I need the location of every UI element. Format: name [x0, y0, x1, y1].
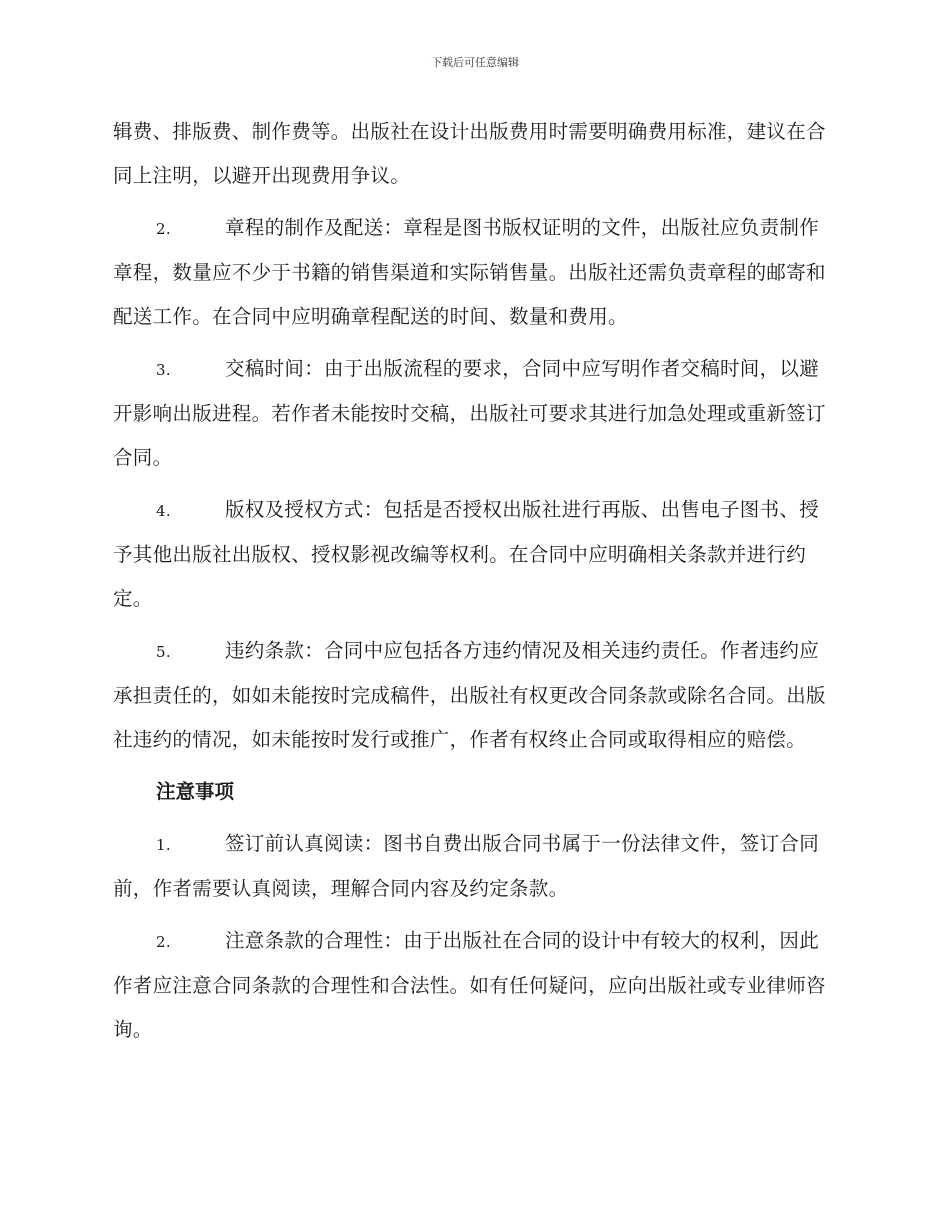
paragraph-continuation: 辑费、排版费、制作费等。出版社在设计出版费用时需要明确费用标准，建议在合同上注明，以避开出现费用争议。	[113, 120, 826, 187]
list-item-5	[113, 629, 833, 762]
section-heading: 注意事项	[156, 780, 235, 803]
list-item-text: 版权及授权方式：包括是否授权出版社进行再版、出售电子图书、授予其他出版社出版权、授权影视改编等权利。在合同中应明确相关条款并进行约定。	[113, 498, 820, 610]
list-item-2	[113, 206, 833, 339]
list-number: 1.	[156, 836, 171, 854]
list-number: 4.	[156, 502, 171, 520]
list-number: 5.	[156, 643, 171, 661]
list-number: 2.	[156, 220, 171, 238]
notice-item-1	[113, 822, 833, 911]
list-item-3	[113, 347, 833, 480]
list-item-text: 签订前认真阅读：图书自费出版合同书属于一份法律文件，签订合同前，作者需要认真阅读，理解合同内容及约定条款。	[113, 832, 820, 900]
list-item-text: 注意条款的合理性：由于出版社在合同的设计中有较大的权利，因此作者应注意合同条款的合理性和合法性。如有任何疑问，应向出版社或专业律师咨询。	[113, 929, 826, 1041]
header-note: 下载后可任意编辑	[431, 56, 519, 69]
list-item-text: 交稿时间：由于出版流程的要求，合同中应写明作者交稿时间，以避开影响出版进程。若作者未能按时交稿，出版社可要求其进行加急处理或重新签订合同。	[113, 357, 826, 469]
list-item-text: 违约条款：合同中应包括各方违约情况及相关违约责任。作者违约应承担责任的，如如未能按时完成稿件，出版社有权更改合同条款或除名合同。出版社违约的情况，如未能按时发行或推广，作者有权终止合同或取得相应的赔偿。	[113, 639, 826, 751]
list-number: 3.	[156, 361, 171, 379]
notice-item-2	[113, 919, 833, 1052]
document-body	[113, 110, 833, 1060]
list-item-4	[113, 488, 833, 621]
list-item-text: 章程的制作及配送：章程是图书版权证明的文件，出版社应负责制作章程，数量应不少于书籍的销售渠道和实际销售量。出版社还需负责章程的邮寄和配送工作。在合同中应明确章程配送的时间、数量和费用。	[113, 216, 826, 328]
list-number: 2.	[156, 933, 171, 951]
